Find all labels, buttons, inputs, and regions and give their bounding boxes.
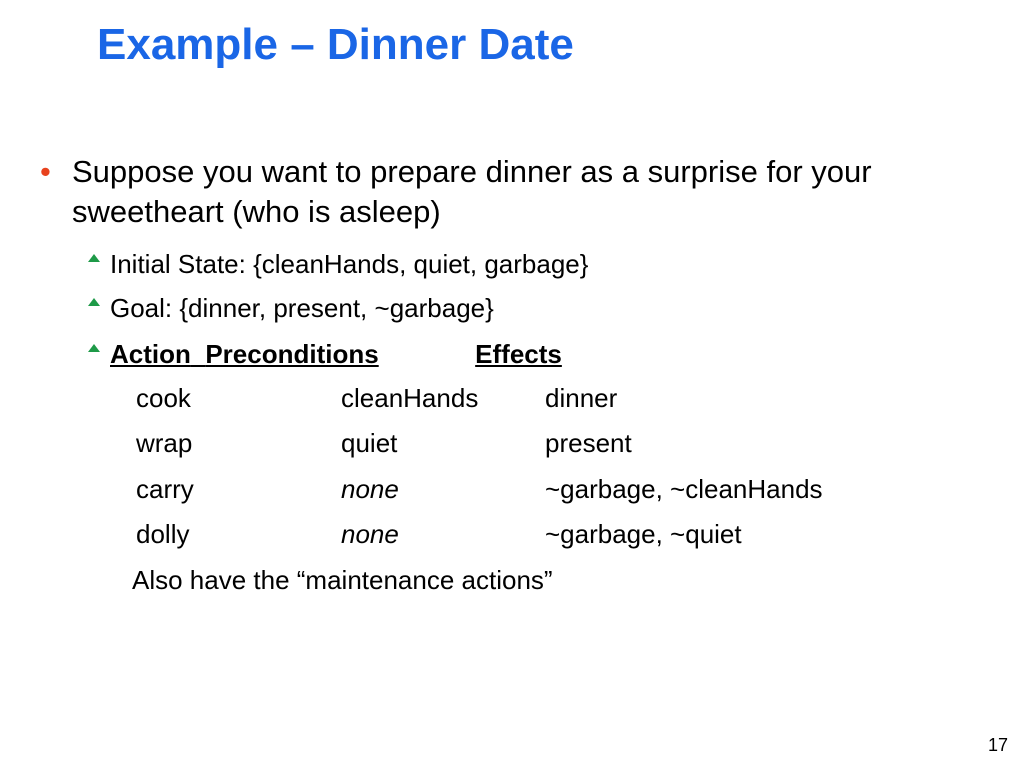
main-point: Suppose you want to prepare dinner as a surprise for your sweetheart (who is asleep) (72, 154, 872, 229)
sub-point-goal (88, 292, 494, 324)
row-preconditions: none (341, 474, 399, 504)
slide-title: Example – Dinner Date (97, 20, 574, 69)
header-action: Action Preconditions (110, 339, 379, 369)
row-preconditions: quiet (341, 428, 398, 458)
row-action: dolly (136, 519, 190, 549)
row-effects: dinner (545, 383, 618, 413)
bullet-icon: • (40, 154, 51, 189)
row-effects: ~garbage, ~quiet (545, 519, 742, 549)
green-triangle-icon (88, 254, 100, 262)
green-triangle-icon (88, 298, 100, 306)
sub-point-text: Goal: {dinner, present, ~garbage} (110, 293, 494, 323)
header-effects: Effects (475, 339, 562, 369)
page-number: 17 (987, 735, 1008, 755)
row-preconditions: cleanHands (341, 383, 479, 413)
table-header (88, 338, 562, 370)
green-triangle-icon (88, 344, 100, 352)
row-action: carry (136, 474, 194, 504)
sub-point-initial-state (88, 248, 588, 280)
footer-note: Also have the “maintenance actions” (132, 565, 553, 595)
row-action: cook (136, 383, 191, 413)
row-action: wrap (136, 428, 193, 458)
row-effects: ~garbage, ~cleanHands (545, 474, 823, 504)
row-effects: present (545, 428, 632, 458)
sub-point-text: Initial State: {cleanHands, quiet, garbage} (110, 249, 589, 279)
row-preconditions: none (341, 519, 399, 549)
